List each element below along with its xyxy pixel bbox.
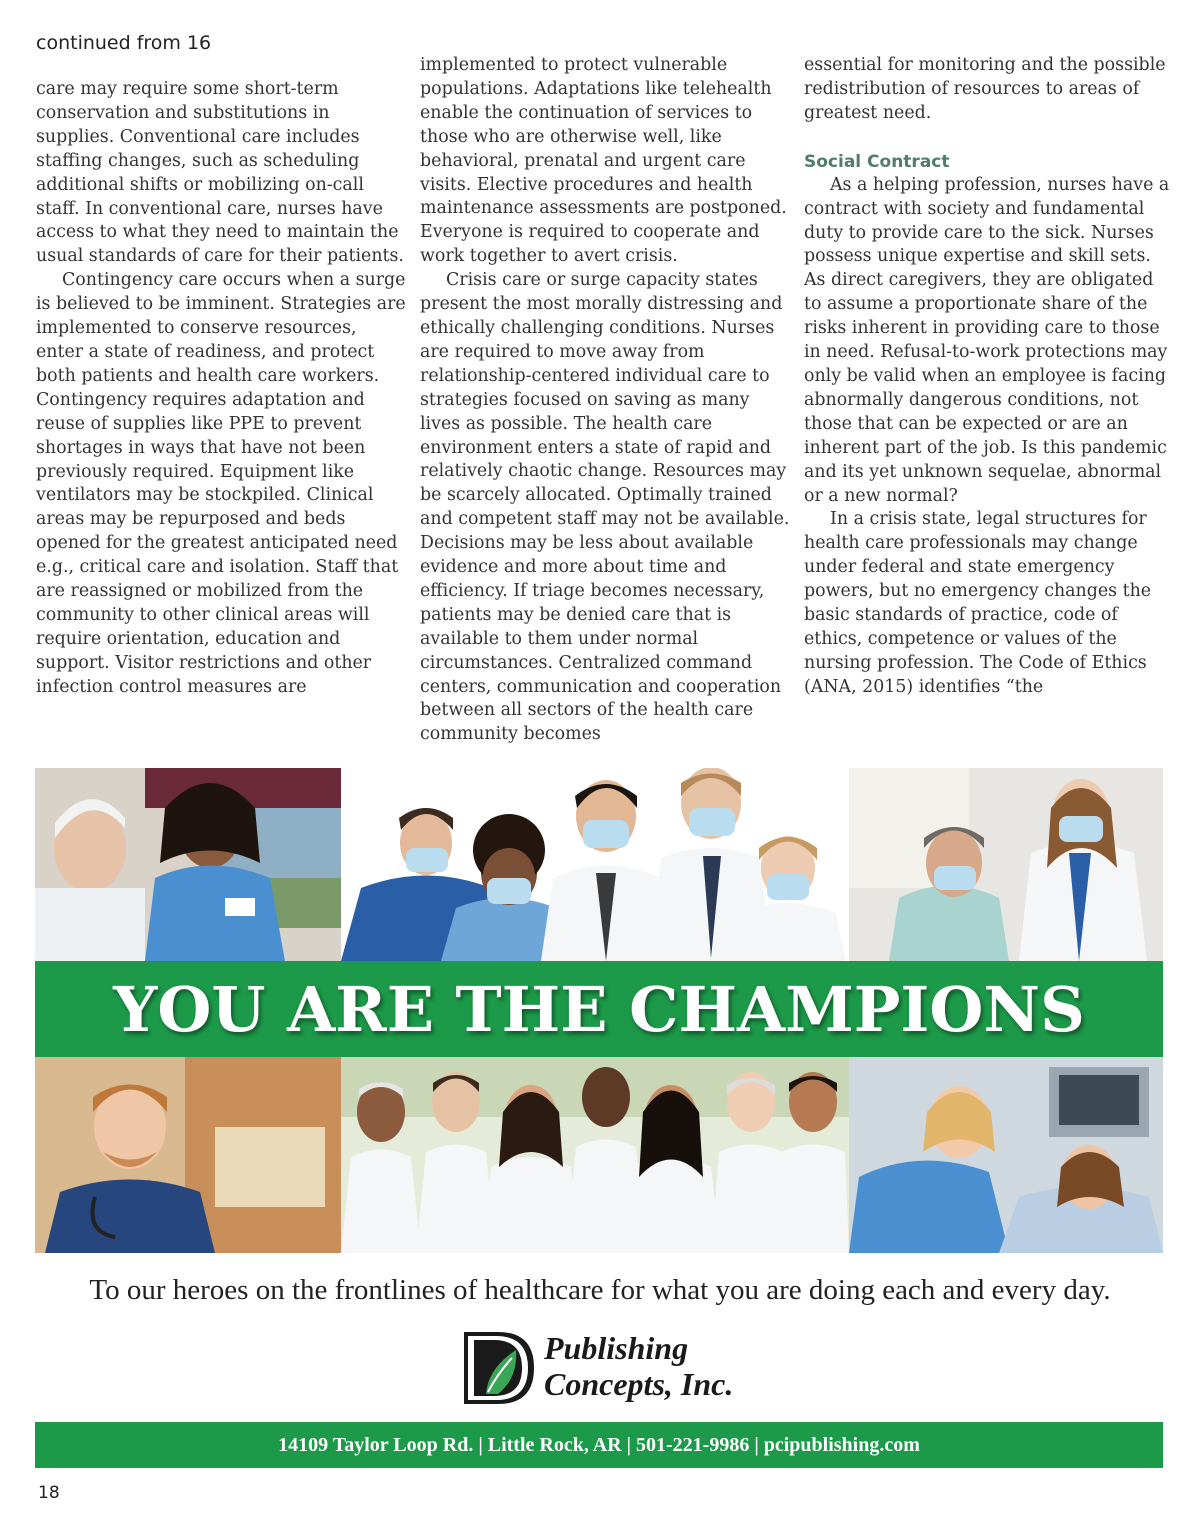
paragraph: essential for monitoring and the possible redistribution of resources to areas of greatest need. bbox=[804, 55, 1166, 123]
champions-banner bbox=[35, 961, 1163, 1057]
photo-doctor-with-elderly-patient bbox=[849, 768, 1163, 961]
publisher-name-line1: Publishing bbox=[544, 1330, 689, 1366]
photo-masked-medical-team bbox=[341, 768, 849, 961]
photo-nurse-with-patient bbox=[35, 768, 341, 961]
publisher-name-line2: Concepts, Inc. bbox=[544, 1366, 734, 1402]
contact-footer-bar bbox=[35, 1422, 1163, 1468]
article-column-3 bbox=[804, 54, 1174, 754]
paragraph: implemented to protect vulnerable populations. Adaptations like telehealth enable the continuation of services to those who are otherwise well, like behavioral, prenatal and urgent care visits. Elective procedures and health maintenance assessments are postponed. Everyone is required to cooperate and work together to avert crisis. bbox=[420, 55, 787, 267]
article-column-1 bbox=[36, 78, 406, 778]
paragraph: As a helping profession, nurses have a contract with society and fundamental duty to provide care to the sick. Nurses possess unique expertise and skill sets. As direct caregivers, they are obligated to assume a proportionate share of the risks inherent in providing care to those in need. Refusal-to-work protections may only be valid when an employee is facing abnormally dangerous conditions, not those that can be expected or are an inherent part of the job. Is this pandemic and its yet unknown sequelae, abnormal or a new normal? bbox=[804, 174, 1170, 506]
pci-logo-icon bbox=[458, 1328, 538, 1410]
banner-headline: YOU ARE THE CHAMPIONS bbox=[113, 972, 1085, 1046]
publisher-name bbox=[544, 1330, 733, 1402]
paragraph: care may require some short-term conservation and substitutions in supplies. Conventional care includes staffing changes, such as scheduling additional shifts or mobilizing on-call staff. In conventional care, nurses have access to what they need to maintain the usual standards of care for their patients. bbox=[36, 79, 404, 267]
paragraph: Contingency care occurs when a surge is believed to be imminent. Strategies are implemented to conserve resources, enter a state of readiness, and protect both patients and health care workers. Contingency requires adaptation and reuse of supplies like PPE to prevent shortages in ways that have not been previously required. Equipment like ventilators may be stockpiled. Clinical areas may be repurposed and beds opened for the greatest anticipated need e.g., critical care and isolation. Staff that are reassigned or mobilized from the community to other clinical areas will require orientation, education and support. Visitor restrictions and other infection control measures are bbox=[36, 270, 406, 697]
ad-tagline: To our heroes on the frontlines of healthcare for what you are doing each and every day. bbox=[89, 1274, 1111, 1306]
publishing-concepts-logo bbox=[458, 1328, 758, 1410]
champions-advertisement bbox=[35, 768, 1163, 1253]
continued-from-label: continued from 16 bbox=[36, 32, 212, 54]
contact-info: 14109 Taylor Loop Rd. | Little Rock, AR | 501-221-9986 | pcipublishing.com bbox=[278, 1433, 920, 1456]
photo-smiling-male-nurse bbox=[35, 1057, 341, 1253]
paragraph: Crisis care or surge capacity states present the most morally distressing and ethically challenging conditions. Nurses are required to move away from relationship-centered individual care to strategies focused on saving as many lives as possible. The health care environment enters a state of rapid and relatively chaotic change. Resources may be scarcely allocated. Optimally trained and competent staff may not be available. Decisions may be less about available evidence and more about time and efficiency. If triage becomes necessary, patients may be denied care that is available to them under normal circumstances. Centralized command centers, communication and cooperation between all sectors of the health care community becomes bbox=[420, 270, 790, 745]
page-number: 18 bbox=[38, 1483, 60, 1503]
paragraph: In a crisis state, legal structures for health care professionals may change under federal and state emergency powers, but no emergency changes the basic standards of practice, code of ethics, competence or values of the nursing profession. The Code of Ethics (ANA, 2015) identifies “the bbox=[804, 509, 1152, 697]
article-column-2 bbox=[420, 54, 790, 754]
photo-doctors-group bbox=[341, 1057, 849, 1253]
section-heading: Social Contract bbox=[804, 151, 950, 172]
photo-nurse-comforting-patient bbox=[849, 1057, 1163, 1253]
